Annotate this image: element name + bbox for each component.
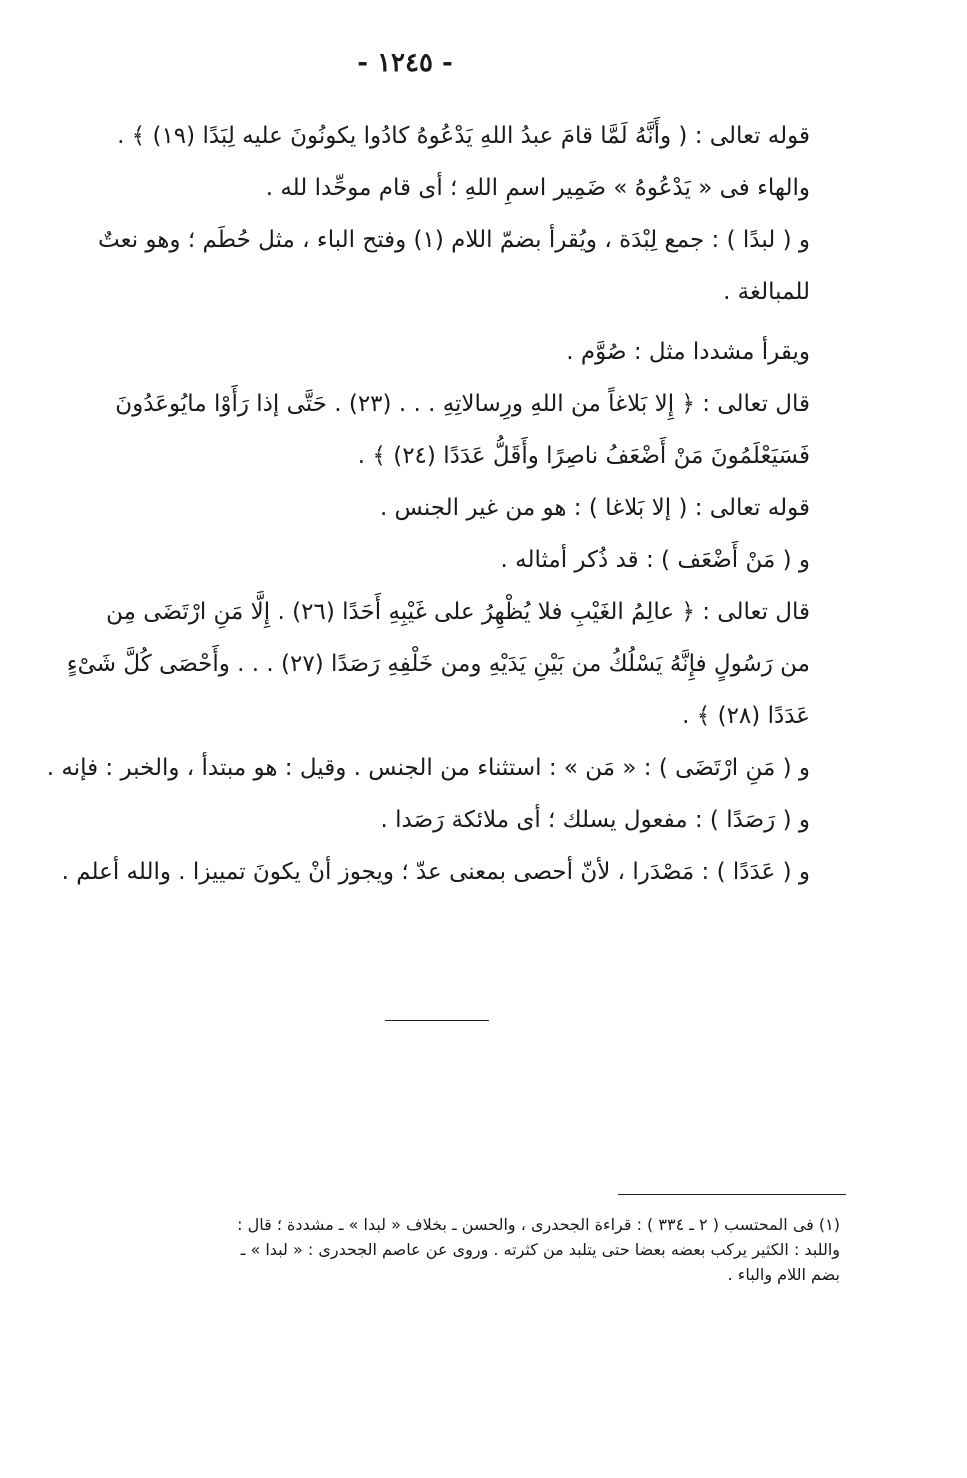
text-line: و ( مَنِ ارْتَضَى ) : « مَن » : استثناء من الجنس . وقيل : هو مبتدأ ، والخبر : فإنه . bbox=[46, 755, 810, 781]
text-line: و ( مَنْ أَضْعَف ) : قد ذُكر أمثاله . bbox=[500, 547, 810, 573]
text-line: فَسَيَعْلَمُونَ مَنْ أَضْعَفُ ناصِرًا وأَقَلُّ عَدَدًا (٢٤) ﴾ . bbox=[357, 443, 810, 469]
text-line: من رَسُولٍ فإِنَّهُ يَسْلُكُ من بَيْنِ يَدَيْهِ ومن خَلْفِهِ رَصَدًا (٢٧) . . . وأَحْصَى كُلَّ شَىْءٍ bbox=[66, 651, 810, 677]
footnotes bbox=[50, 1212, 840, 1287]
page-number: - ١٢٤٥ - bbox=[357, 48, 453, 78]
text-line: و ( عَدَدًا ) : مَصْدَرا ، لأنّ أحصى بمعنى عدّ ؛ ويجوز أنْ يكونَ تمييزا . والله أعلم . bbox=[61, 859, 810, 885]
footnote-line: واللبد : الكثير يركب بعضه بعضا حتى يتلبد من كثرته . وروى عن عاصم الجحدرى : « لبدا » ـ bbox=[240, 1240, 840, 1259]
text-line: قوله تعالى : ( وأَنَّهُ لَمَّا قامَ عبدُ اللهِ يَدْعُوهُ كادُوا يكونُونَ عليه لِبَدًا (١٩) ﴾ . bbox=[117, 123, 810, 149]
text-line: للمبالغة . bbox=[723, 279, 810, 305]
footnote-rule bbox=[618, 1194, 846, 1195]
text-line: قوله تعالى : ( إلا بَلاغا ) : هو من غير الجنس . bbox=[379, 495, 810, 521]
text-line: عَدَدًا (٢٨) ﴾ . bbox=[682, 703, 810, 729]
text-line: والهاء فى « يَدْعُوهُ » ضَمِير اسمِ اللهِ ؛ أى قام موحِّدا لله . bbox=[265, 175, 810, 201]
text-line: قال تعالى : ﴿ إِلا بَلاغاً من اللهِ ورِسالاتِهِ . . . (٢٣) . حَتَّى إذا رَأَوْا مايُوعَدُونَ bbox=[115, 391, 810, 417]
text-line: و ( رَصَدًا ) : مفعول يسلك ؛ أى ملائكة رَصَدا . bbox=[380, 807, 810, 833]
section-divider bbox=[385, 1020, 489, 1021]
text-line: و ( لبدًا ) : جمع لِبْدَة ، ويُقرأ بضمّ اللام (١) وفتح الباء ، مثل حُطَم ؛ وهو نعتٌ bbox=[98, 227, 810, 253]
main-text bbox=[30, 110, 810, 898]
footnote-line: (١) فى المحتسب ( ٢ ـ ٣٣٤ ) : قراءة الجحدرى ، والحسن ـ بخلاف « لبدا » ـ مشددة ؛ قال : bbox=[237, 1215, 840, 1234]
text-line: ويقرأ مشددا مثل : صُوَّم . bbox=[566, 339, 810, 365]
footnote-line: بضم اللام والباء . bbox=[727, 1265, 840, 1284]
text-line: قال تعالى : ﴿ عالِمُ الغَيْبِ فلا يُظْهِرُ على غَيْبِهِ أَحَدًا (٢٦) . إِلَّا مَنِ ارْتَضَى مِن bbox=[106, 599, 810, 625]
